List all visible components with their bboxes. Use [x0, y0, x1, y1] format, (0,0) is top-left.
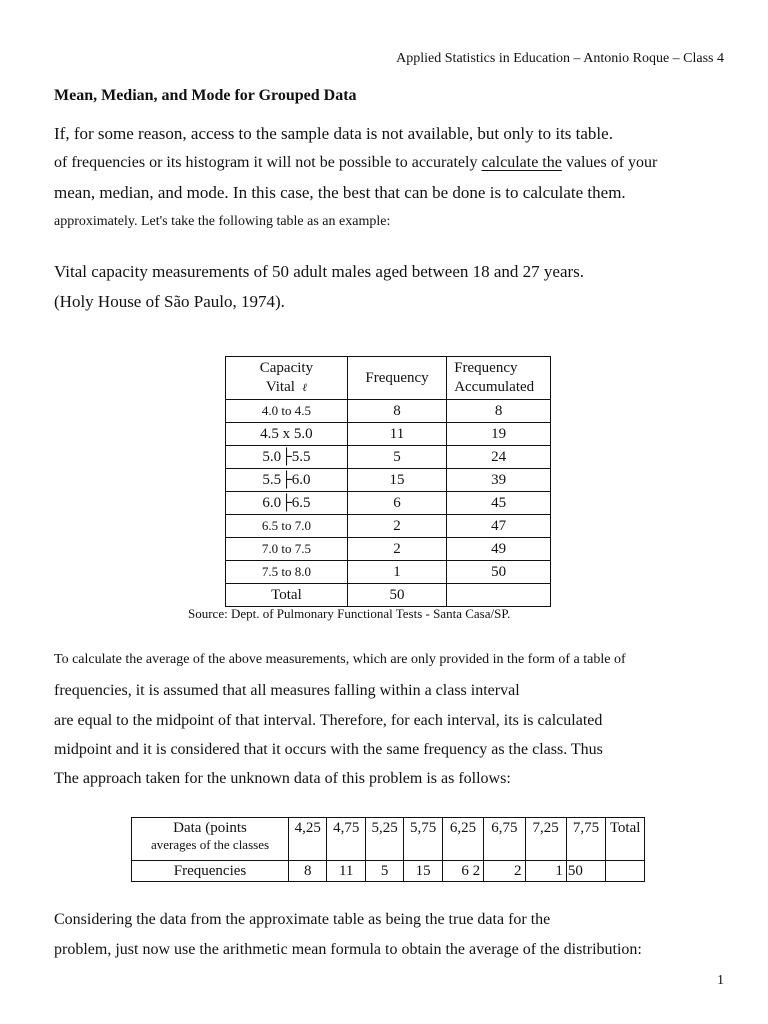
- accumulated-cell: 49: [447, 538, 551, 561]
- interval-cell: 5.0├5.5: [226, 446, 348, 469]
- body-line-1: To calculate the average of the above measurements, which are only provided in the form of a table of: [54, 652, 626, 667]
- interval-cell: 6.5 to 7.0: [226, 515, 348, 538]
- body-line-4: midpoint and it is considered that it occurs with the same frequency as the class. Thus: [54, 741, 603, 758]
- frequency-cell: 2: [484, 861, 525, 882]
- table-row: [226, 515, 551, 538]
- interval-cell: 4.5 x 5.0: [226, 423, 348, 446]
- frequencies-row: [132, 861, 645, 882]
- accumulated-cell: 19: [447, 423, 551, 446]
- intro-line-2: of frequencies or its histogram it will not be possible to accurately calculate the values of your: [54, 154, 658, 171]
- intro-line-4: approximately. Let's take the following table as an example:: [54, 214, 391, 229]
- frequency-cell: 6: [347, 492, 446, 515]
- frequency-cell: 2: [347, 515, 446, 538]
- frequency-cell: 15: [347, 469, 446, 492]
- header-capacity: Capacity Vital ℓ: [226, 357, 348, 400]
- interval-cell: 7.5 to 8.0: [226, 561, 348, 584]
- table-row: [226, 538, 551, 561]
- accumulated-cell: 24: [447, 446, 551, 469]
- table-row: [226, 469, 551, 492]
- table-total-row: [226, 584, 551, 607]
- interval-cell: 6.0├6.5: [226, 492, 348, 515]
- section-title: Mean, Median, and Mode for Grouped Data: [54, 87, 357, 104]
- accumulated-cell: 50: [447, 561, 551, 584]
- example-line-2: (Holy House of São Paulo, 1974).: [54, 292, 285, 311]
- body-line-5: The approach taken for the unknown data of this problem is as follows:: [54, 770, 511, 787]
- total-label: Total: [226, 584, 348, 607]
- frequency-cell: 5: [365, 861, 403, 882]
- body-line-2: frequencies, it is assumed that all measures falling within a class interval: [54, 682, 520, 699]
- midpoints-label: Data (points averages of the classes: [132, 818, 289, 861]
- frequency-cell: 8: [347, 400, 446, 423]
- midpoint-cell: 7,75: [566, 818, 605, 861]
- example-line-1: Vital capacity measurements of 50 adult males aged between 18 and 27 years.: [54, 262, 585, 281]
- total-frequency-cell: [606, 861, 645, 882]
- table-row: [226, 446, 551, 469]
- midpoints-row: [132, 818, 645, 861]
- midpoint-cell: 4,75: [327, 818, 365, 861]
- frequency-cell: 6 2: [442, 861, 483, 882]
- frequency-cell: 2: [347, 538, 446, 561]
- body-line-3: are equal to the midpoint of that interval. Therefore, for each interval, its is calculated: [54, 712, 603, 729]
- midpoints-table: [131, 817, 645, 882]
- frequencies-label: Frequencies: [132, 861, 289, 882]
- total-value: 50: [347, 584, 446, 607]
- running-header: Applied Statistics in Education – Antonio Roque – Class 4: [396, 51, 724, 66]
- underlined-phrase: calculate the: [481, 154, 562, 171]
- accumulated-cell: 39: [447, 469, 551, 492]
- accumulated-cell: 45: [447, 492, 551, 515]
- frequency-cell: 11: [347, 423, 446, 446]
- frequency-cell: 5: [347, 446, 446, 469]
- frequency-cell: 11: [327, 861, 365, 882]
- accumulated-cell: 8: [447, 400, 551, 423]
- table-header-row: [226, 357, 551, 400]
- total-header-cell: Total: [606, 818, 645, 861]
- midpoint-cell: 5,25: [365, 818, 403, 861]
- frequency-cell: 8: [289, 861, 327, 882]
- header-accumulated: Frequency Accumulated: [447, 357, 551, 400]
- frequency-cell: 1: [525, 861, 566, 882]
- closing-line-2: problem, just now use the arithmetic mean formula to obtain the average of the distribution:: [54, 941, 642, 958]
- midpoint-cell: 7,25: [525, 818, 566, 861]
- table-row: [226, 561, 551, 584]
- page-number: 1: [717, 973, 724, 988]
- midpoint-cell: 6,75: [484, 818, 525, 861]
- header-frequency: Frequency: [347, 357, 446, 400]
- accumulated-cell: 47: [447, 515, 551, 538]
- frequency-cell: 15: [404, 861, 442, 882]
- interval-cell: 7.0 to 7.5: [226, 538, 348, 561]
- table-row: [226, 423, 551, 446]
- total-accumulated: [447, 584, 551, 607]
- vital-capacity-table: [225, 356, 551, 607]
- intro-line-3: mean, median, and mode. In this case, the best that can be done is to calculate them.: [54, 183, 626, 202]
- table-row: [226, 492, 551, 515]
- midpoint-cell: 5,75: [404, 818, 442, 861]
- table-row: [226, 400, 551, 423]
- midpoint-cell: 6,25: [442, 818, 483, 861]
- intro-line-1: If, for some reason, access to the sample data is not available, but only to its table.: [54, 124, 613, 143]
- frequency-cell: 1: [347, 561, 446, 584]
- closing-line-1: Considering the data from the approximate table as being the true data for the: [54, 911, 551, 928]
- frequency-cell: 50: [566, 861, 605, 882]
- interval-cell: 5.5├6.0: [226, 469, 348, 492]
- liter-unit-symbol: ℓ: [302, 381, 308, 394]
- table-source-caption: Source: Dept. of Pulmonary Functional Tests - Santa Casa/SP.: [188, 606, 511, 621]
- interval-cell: 4.0 to 4.5: [226, 400, 348, 423]
- midpoint-cell: 4,25: [289, 818, 327, 861]
